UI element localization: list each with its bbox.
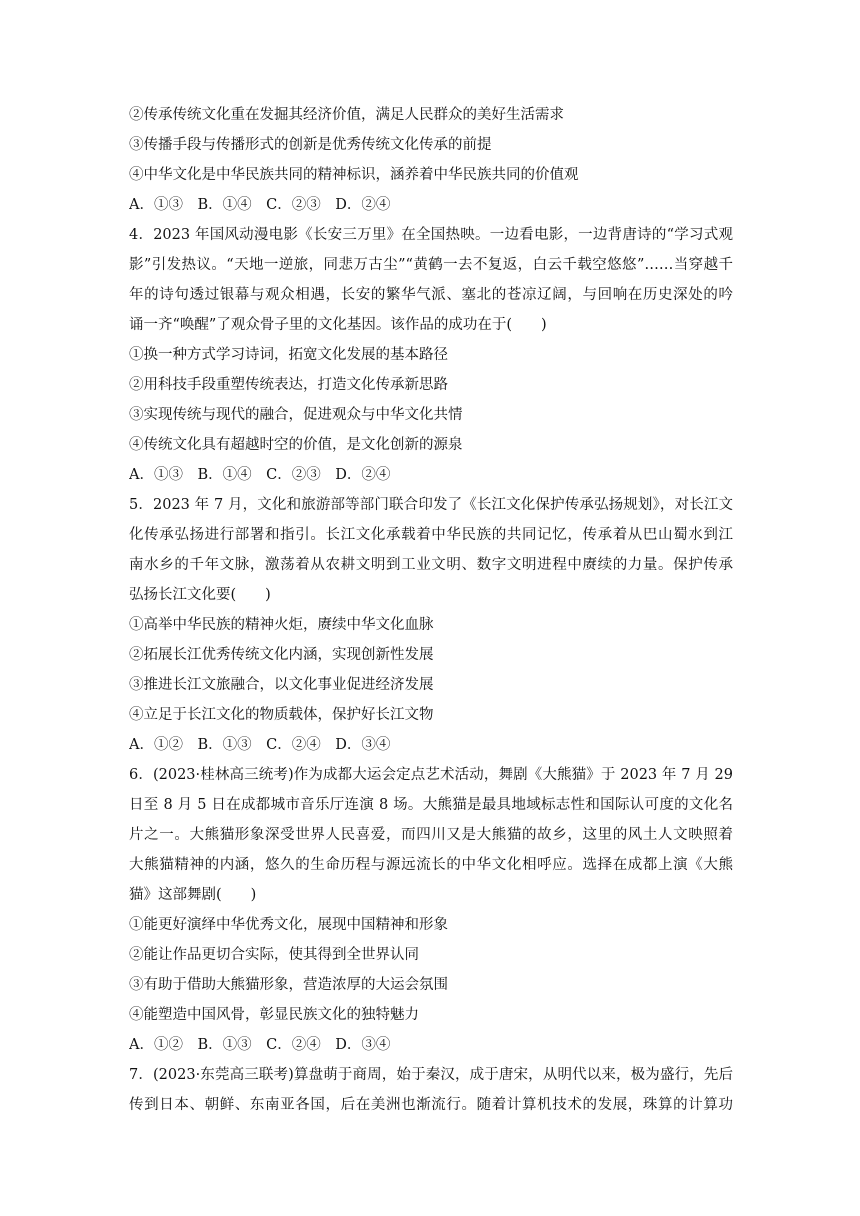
option-line: ①高举中华民族的精神火炬，赓续中华文化血脉 [129, 617, 434, 633]
option-line: ③实现传统与现代的融合，促进观众与中华文化共情 [129, 407, 463, 423]
question-stem-line: 片之一。大熊猫形象深受世界人民喜爱，而四川又是大熊猫的故乡，这里的风土人文映照着 [129, 827, 733, 843]
question-stem-line: 传到日本、朝鲜、东南亚各国，后在美洲也渐流行。随着计算机技术的发展，珠算的计算功 [129, 1097, 733, 1113]
option-line: ②用科技手段重塑传统表达，打造文化传承新思路 [129, 377, 448, 393]
option-line: ④能塑造中国风骨，彰显民族文化的独特魅力 [129, 1007, 419, 1023]
question-stem-line: 6．(2023·桂林高三统考)作为成都大运会定点艺术活动，舞剧《大熊猫》于 2023 年 7 月 29 [129, 767, 733, 783]
question-stem-line: 4．2023 年国风动漫电影《长安三万里》在全国热映。一边看电影，一边背唐诗的“学习式观 [129, 227, 733, 243]
answer-choices-line: A．①③ B．①④ C．②③ D．②④ [129, 467, 391, 483]
question-stem-line: 5．2023 年 7 月，文化和旅游部等部门联合印发了《长江文化保护传承弘扬规划》，对长江文 [129, 497, 733, 513]
question-stem-line: 大熊猫精神的内涵，悠久的生命历程与源远流长的中华文化相呼应。选择在成都上演《大熊 [129, 857, 733, 873]
option-line: ③有助于借助大熊猫形象，营造浓厚的大运会氛围 [129, 977, 448, 993]
option-line: ②能让作品更切合实际，使其得到全世界认同 [129, 947, 419, 963]
option-line: ③推进长江文旅融合，以文化事业促进经济发展 [129, 677, 434, 693]
option-line: ①换一种方式学习诗词，拓宽文化发展的基本路径 [129, 347, 448, 363]
question-stem-line: 南水乡的千年文脉，激荡着从农耕文明到工业文明、数字文明进程中赓续的力量。保护传承 [129, 557, 733, 573]
question-stem-line: 诵一齐“唤醒”了观众骨子里的文化基因。该作品的成功在于( ) [129, 317, 547, 333]
option-line: ④立足于长江文化的物质载体，保护好长江文物 [129, 707, 434, 723]
option-line: ④中华文化是中华民族共同的精神标识，涵养着中华民族共同的价值观 [129, 167, 579, 183]
question-stem-line: 猫》这部舞剧( ) [129, 887, 257, 903]
answer-choices-line: A．①② B．①③ C．②④ D．③④ [129, 1037, 391, 1053]
answer-choices-line: A．①③ B．①④ C．②③ D．②④ [129, 197, 391, 213]
question-stem-line: 年的诗句透过银幕与观众相遇，长安的繁华气派、塞北的苍凉辽阔，与回响在历史深处的吟 [129, 287, 733, 303]
question-stem-line: 7．(2023·东莞高三联考)算盘萌于商周，始于秦汉，成于唐宋，从明代以来，极为盛行，先后 [129, 1067, 733, 1083]
question-stem-line: 影”引发热议。“天地一逆旅，同悲万古尘”“黄鹤一去不复返，白云千载空悠悠”……当穿越千 [129, 257, 733, 273]
option-line: ④传统文化具有超越时空的价值，是文化创新的源泉 [129, 437, 463, 453]
option-line: ②传承传统文化重在发掘其经济价值，满足人民群众的美好生活需求 [129, 107, 564, 123]
question-stem-line: 日至 8 月 5 日在成都城市音乐厅连演 8 场。大熊猫是最具地域标志性和国际认可度的文化名 [129, 797, 733, 813]
question-stem-line: 弘扬长江文化要( ) [129, 587, 271, 603]
question-text-body [129, 100, 733, 1120]
option-line: ②拓展长江优秀传统文化内涵，实现创新性发展 [129, 647, 434, 663]
option-line: ③传播手段与传播形式的创新是优秀传统文化传承的前提 [129, 137, 492, 153]
answer-choices-line: A．①② B．①③ C．②④ D．③④ [129, 737, 391, 753]
option-line: ①能更好演绎中华优秀文化，展现中国精神和形象 [129, 917, 448, 933]
question-stem-line: 化传承弘扬进行部署和指引。长江文化承载着中华民族的共同记忆，传承着从巴山蜀水到江 [129, 527, 733, 543]
